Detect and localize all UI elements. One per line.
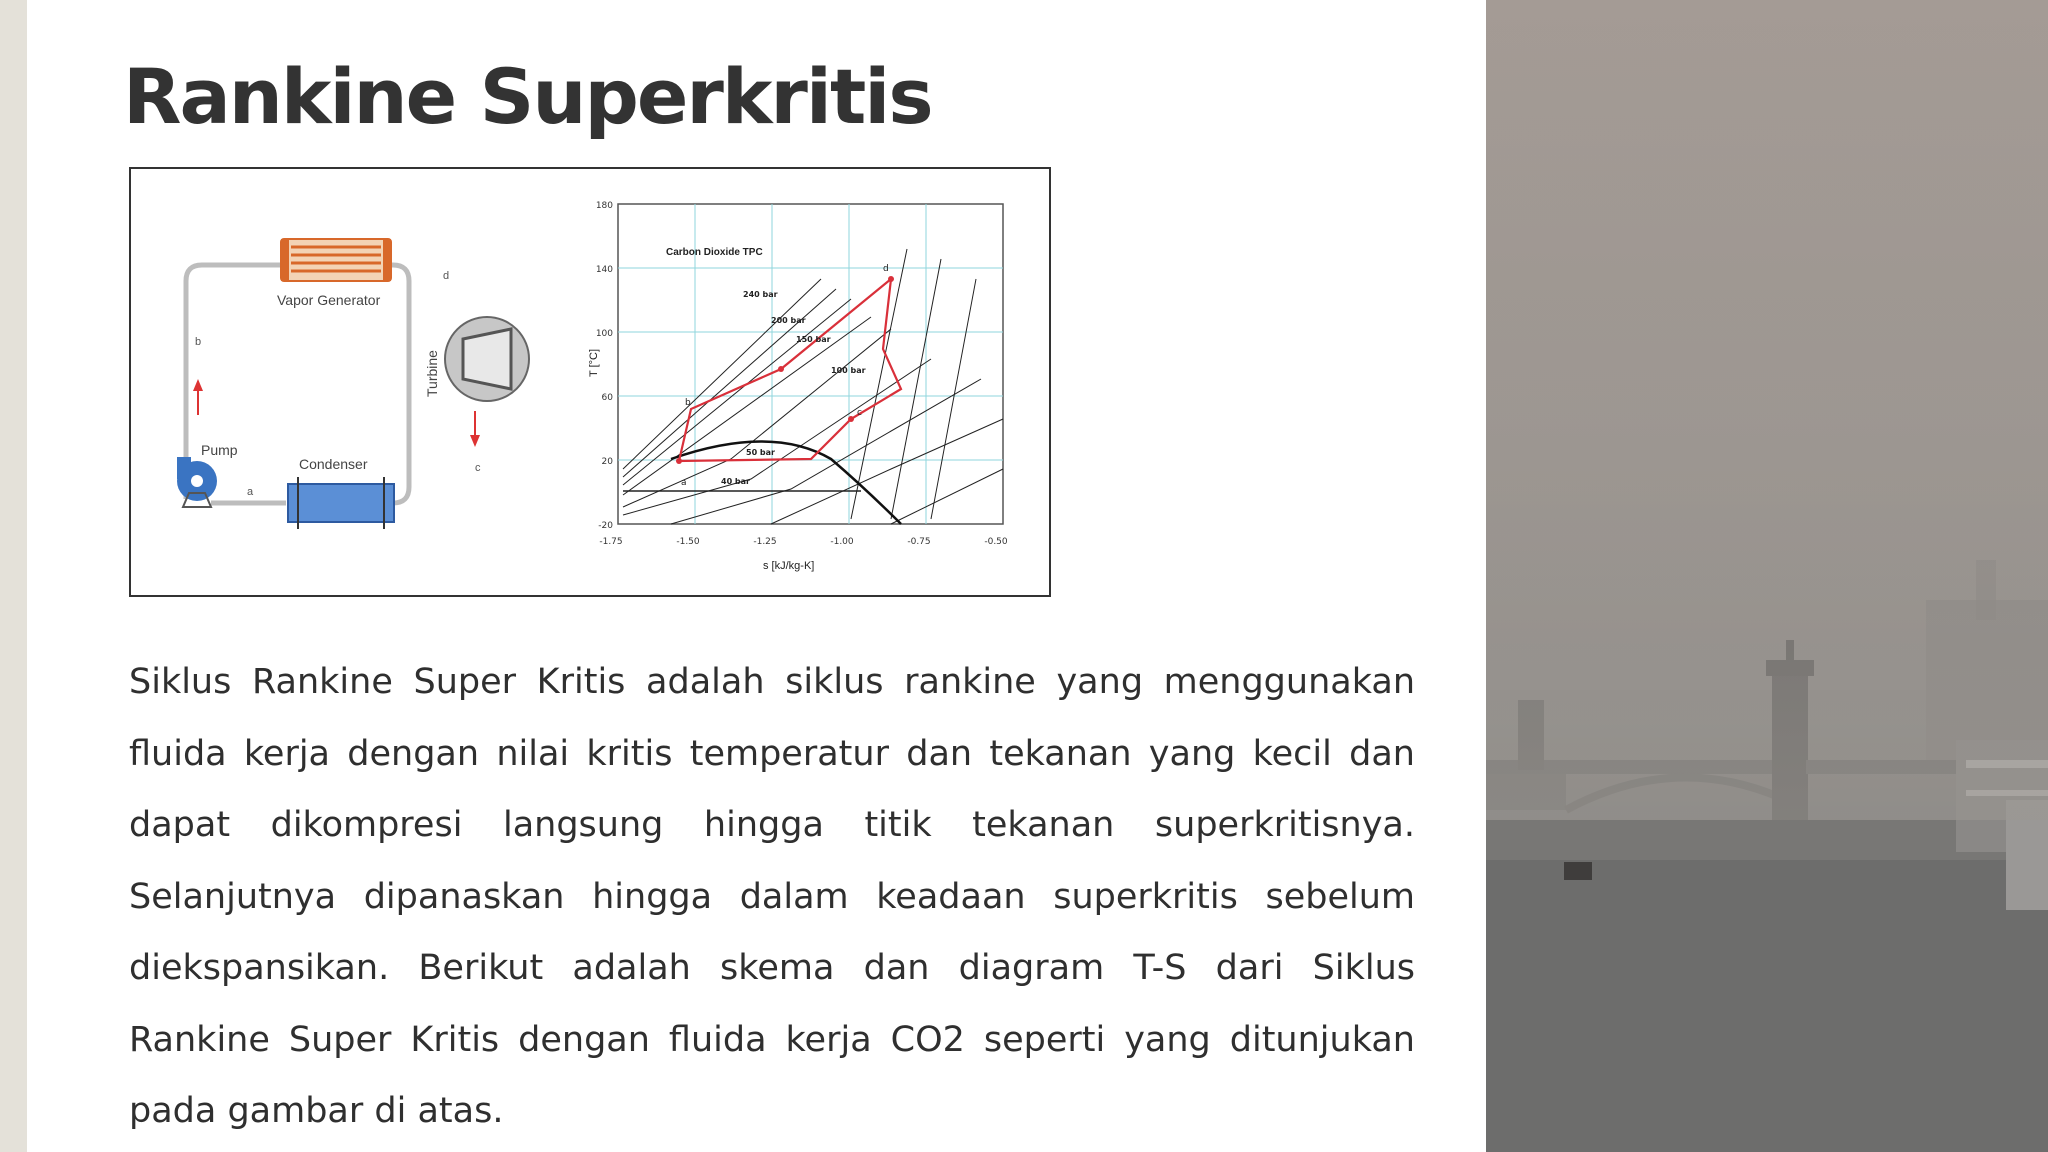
turbine-icon [445,317,529,401]
isobar-label: 40 bar [721,477,750,486]
rankine-schematic [177,239,529,529]
vapor-generator-icon [281,239,391,281]
y-tick-label: 20 [601,457,613,467]
y-tick-label: 100 [595,329,613,339]
flow-arrow-down-icon [470,411,480,447]
slide-title: Rankine Superkritis [123,52,932,141]
isobar-label: 240 bar [743,290,778,299]
state-d-label: d [443,270,450,282]
turbine-label: Turbine [424,350,440,397]
flow-arrow-up-icon [193,379,203,415]
condenser-label: Condenser [299,456,368,472]
figure-svg [131,169,1049,595]
ts-xlabel: s [kJ/kg-K] [763,560,815,572]
y-tick-label: 60 [601,393,613,403]
condenser-icon [288,477,394,529]
cycle-figure [129,167,1051,597]
isobar-label: 200 bar [771,316,806,325]
ts-state-label: c [857,408,862,418]
x-tick-label: -1.75 [599,537,623,547]
x-tick-label: -1.25 [753,537,777,547]
ts-title: Carbon Dioxide TPC [666,247,763,258]
isobar-label: 150 bar [796,335,831,344]
ts-state-label: a [681,478,687,488]
x-tick-label: -0.50 [984,537,1008,547]
state-a-label: a [247,486,254,498]
isobar-label: 50 bar [746,448,775,457]
state-b-label: b [195,336,202,348]
slide [27,0,1486,1152]
x-tick-label: -1.50 [676,537,700,547]
foggy-bridge-photo [1486,0,2048,1152]
ts-diagram [588,201,1008,572]
photo-svg [1486,0,2048,1152]
y-tick-label: 180 [595,201,613,211]
vapor-generator-label: Vapor Generator [277,292,381,308]
body-paragraph: Siklus Rankine Super Kritis adalah siklus rankine yang menggunakan fluida kerja dengan nilai kritis temperatur dan tekanan yang kecil dan dapat dikompresi langsung hingga titik tekanan superkritisnya. Selanjutnya dipanaskan hingga dalam keadaan superkritis sebelum diekspansikan. Berikut adalah skema dan diagram T-S dari Siklus Rankine Super Kritis dengan fluida kerja CO2 seperti yang ditunjukan pada gambar di atas. [129,662,1415,1131]
y-tick-label: -20 [598,521,613,531]
ts-state-label: b [685,398,691,408]
state-c-label: c [475,462,481,474]
ts-state-label: d [883,264,889,274]
y-tick-label: 140 [595,265,613,275]
pump-label: Pump [201,442,238,458]
ts-ylabel: T [°C] [588,348,600,377]
x-tick-label: -1.00 [830,537,854,547]
isobar-label: 100 bar [831,366,866,375]
x-tick-label: -0.75 [907,537,931,547]
pump-icon [177,457,217,507]
